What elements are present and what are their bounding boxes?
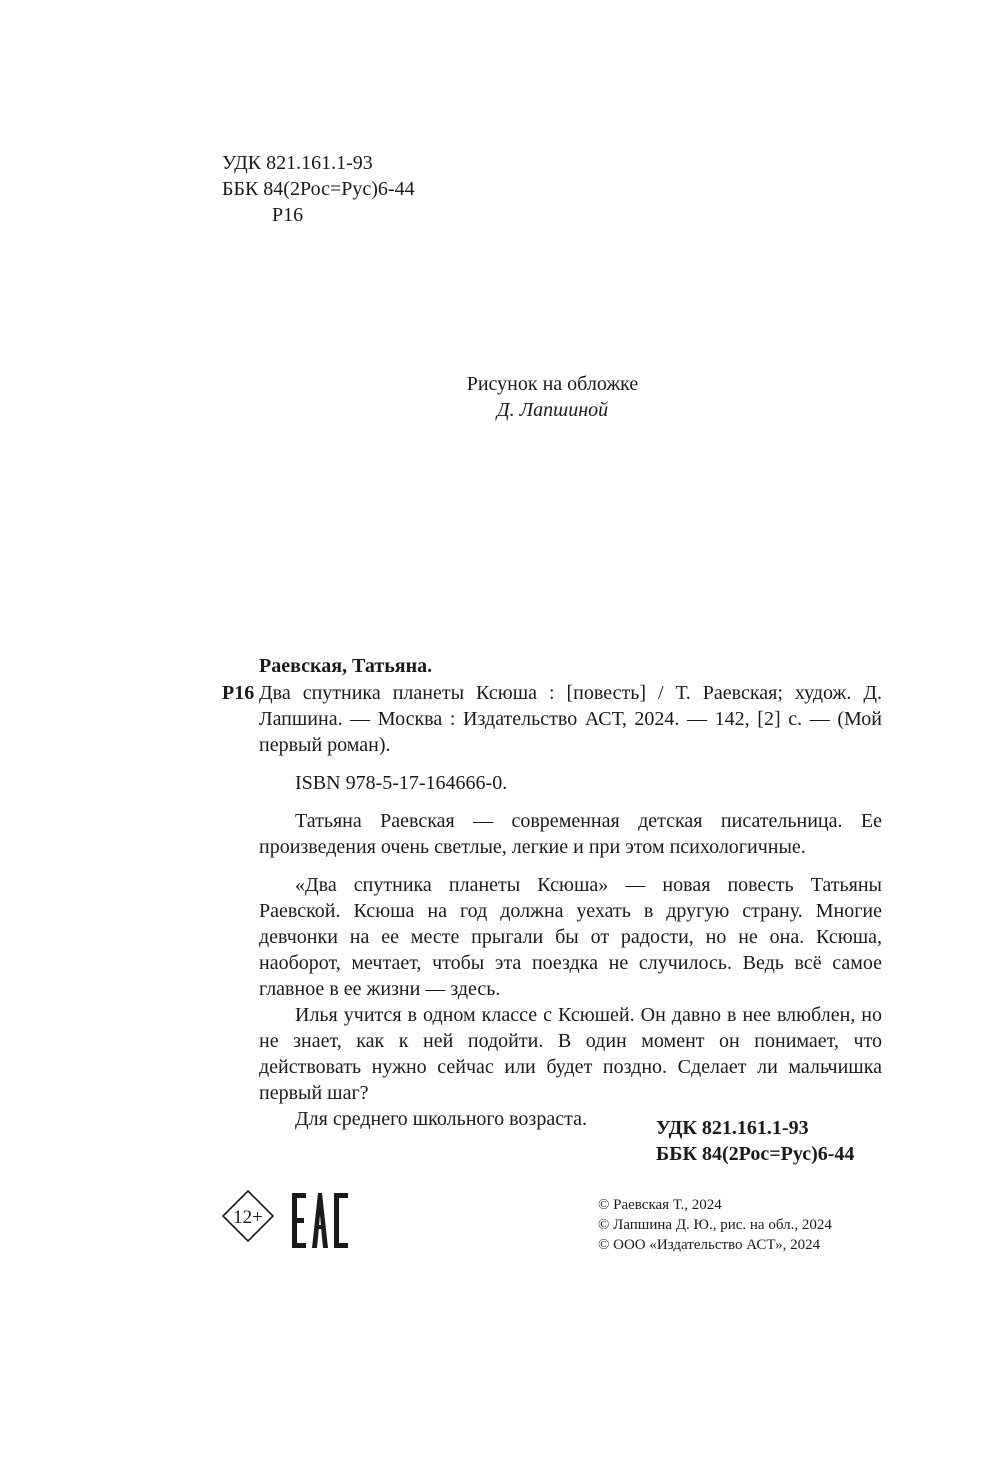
- card-isbn: ISBN 978-5-17-164666-0.: [295, 772, 508, 794]
- bottom-bbk: ББК 84(2Рос=Рус)6-44: [656, 1143, 855, 1165]
- copyright-illustrator: © Лапшина Д. Ю., рис. на обл., 2024: [598, 1217, 832, 1233]
- card-annotation-2: «Два спутника планеты Ксюша» — новая повесть Татьяны Раевской. Ксюша на год должна уехать в другую страну. Многие девчонки на ее месте прыгали бы от радости, но не она. Ксюша, наоборот, мечтает, чтобы эта поездка не случилось. Ведь всё самое главное в ее жизни — здесь.: [259, 874, 882, 1000]
- cover-artist: Д. Лапшиной: [496, 399, 609, 421]
- card-description: Два спутника планеты Ксюша : [повесть] / Т. Раевская; худож. Д. Лапшина. — Москва : Издательство АСТ, 2024. — 142, [2] с. — (Мой первый роман).: [259, 682, 882, 756]
- card-audience: Для среднего школьного возраста.: [295, 1108, 587, 1130]
- card-mark: Р16: [222, 682, 255, 704]
- age-rating-text: 12+: [233, 1207, 263, 1228]
- copyright-author: © Раевская Т., 2024: [598, 1197, 722, 1213]
- copyright-publisher: © ООО «Издательство АСТ», 2024: [598, 1237, 821, 1253]
- card-annotation-1: Татьяна Раевская — современная детская писательница. Ее произведения очень светлые, легкие и при этом психологичные.: [259, 810, 882, 858]
- copyright-block: [598, 1195, 832, 1255]
- card-author: Раевская, Татьяна.: [259, 655, 433, 677]
- eac-mark-icon: [292, 1193, 348, 1248]
- catalog-card: [259, 680, 882, 1132]
- cover-credit-line: Рисунок на обложке: [466, 373, 639, 395]
- age-rating-badge: [222, 1190, 274, 1242]
- top-bbk: ББК 84(2Рос=Рус)6-44: [222, 178, 415, 200]
- bottom-udk: УДК 821.161.1-93: [656, 1117, 809, 1139]
- top-author-mark: Р16: [272, 204, 304, 226]
- cover-credit: [455, 371, 650, 423]
- bottom-classification: [656, 1115, 854, 1167]
- top-classification: [222, 150, 415, 228]
- card-annotation-3: Илья учится в одном классе с Ксюшей. Он давно в нее влюблен, но не знает, как к ней подойти. В один момент он понимает, что действовать нужно сейчас или будет поздно. Сделает ли мальчишка первый шаг?: [259, 1004, 882, 1104]
- top-udk: УДК 821.161.1-93: [222, 152, 373, 174]
